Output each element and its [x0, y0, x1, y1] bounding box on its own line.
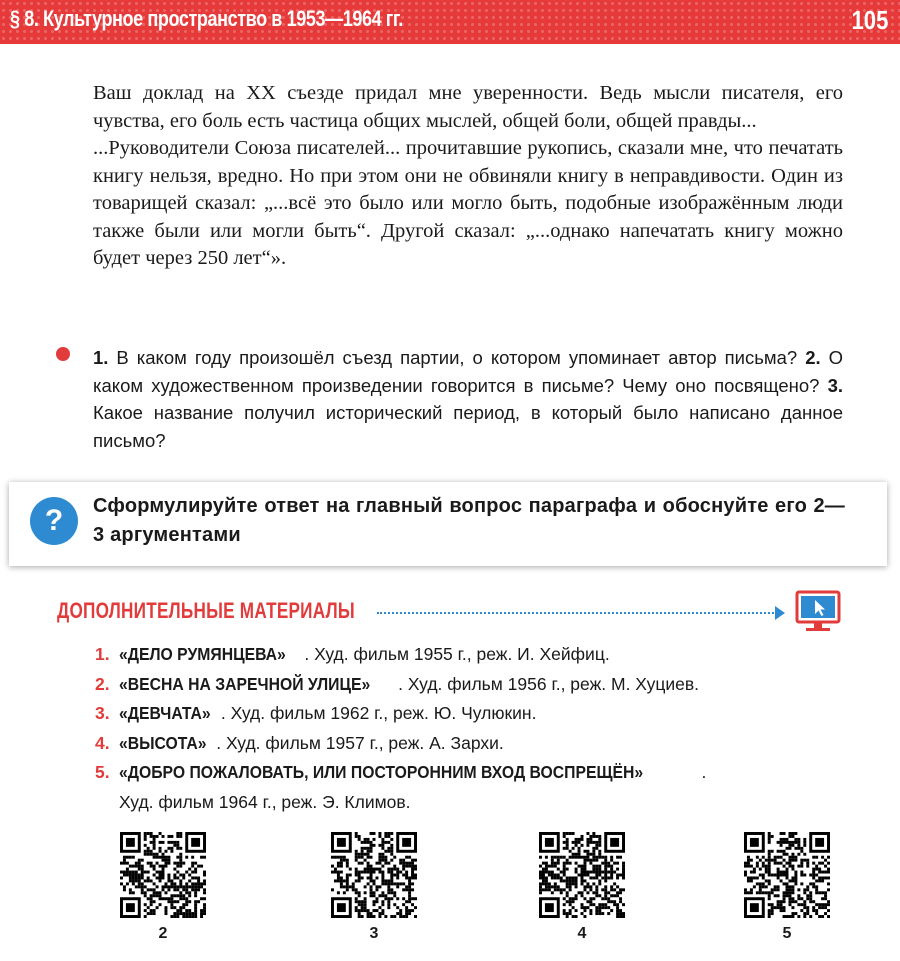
- film-details: . Худ. фильм 1962 г., реж. Ю. Чулюкин.: [220, 703, 537, 723]
- questions-block: [93, 344, 843, 454]
- film-details: .: [701, 762, 707, 782]
- additional-materials-list: [95, 640, 855, 817]
- qr-label: 2: [158, 925, 168, 942]
- film-title: «ДОБРО ПОЖАЛОВАТЬ, ИЛИ ПОСТОРОННИМ ВХОД ВОСПРЕЩЁН»: [119, 762, 644, 782]
- film-title: «ВЕСНА НА ЗАРЕЧНОЙ УЛИЦЕ»: [119, 673, 371, 694]
- qr-label: 5: [782, 925, 792, 942]
- list-item-number: 3.: [95, 703, 110, 723]
- section-title: § 8. Культурное пространство в 1953—1964 гг.: [10, 6, 403, 31]
- question-2: О каком художественном произведении говорится в письме? Чему оно посвящено?: [93, 347, 844, 396]
- film-details: . Худ. фильм 1955 г., реж. И. Хейфиц.: [304, 644, 610, 664]
- quote-paragraph-2: ...Руководители Союза писателей... прочитавшие рукопись, сказали мне, что печатать книгу нельзя, вредно. Но при этом они не обвиняли книгу в неправдивости. Один из товарищей сказал: „...всё это было или могло быть, подобные изображённым люди также были или могли быть“. Другой сказал: „...однако напечатать книгу можно будет через 250 лет“».: [93, 137, 843, 269]
- arrow-head-icon: [775, 606, 785, 620]
- letter-quote: [93, 80, 843, 273]
- list-item[interactable]: [95, 758, 855, 817]
- list-item[interactable]: [95, 699, 855, 729]
- questions-bullet-icon: [56, 347, 70, 361]
- film-details: . Худ. фильм 1956 г., реж. М. Хуциев.: [398, 673, 700, 694]
- film-details-line2: Худ. фильм 1964 г., реж. Э. Климов.: [119, 791, 411, 812]
- qr-code-2[interactable]: [120, 832, 206, 918]
- additional-materials-title: ДОПОЛНИТЕЛЬНЫЕ МАТЕРИАЛЫ: [57, 598, 355, 623]
- list-item[interactable]: [95, 670, 855, 700]
- list-item-number: 5.: [95, 762, 110, 782]
- qr-label: 3: [369, 925, 379, 942]
- list-item-number: 2.: [95, 673, 110, 694]
- film-title: «ДЕВЧАТА»: [119, 703, 211, 723]
- question-3: Какое название получил исторический период, в который было написано данное письмо?: [93, 402, 843, 451]
- main-question-text: Сформулируйте ответ на главный вопрос параграфа и обоснуйте его 2—3 аргументами: [93, 495, 845, 546]
- monitor-cursor-icon[interactable]: [795, 590, 841, 634]
- film-title: «ДЕЛО РУМЯНЦЕВА»: [119, 644, 286, 664]
- film-details: . Худ. фильм 1957 г., реж. А. Зархи.: [216, 732, 504, 753]
- question-number-2: 2.: [805, 347, 821, 368]
- dotted-arrow-line: [377, 612, 777, 614]
- list-item[interactable]: [95, 729, 855, 759]
- qr-code-4[interactable]: [539, 832, 625, 918]
- qr-code-3[interactable]: [331, 832, 417, 918]
- question-mark-icon: ?: [30, 497, 78, 545]
- qr-code-5[interactable]: [744, 832, 830, 918]
- list-item-number: 4.: [95, 732, 110, 753]
- list-item[interactable]: [95, 640, 855, 670]
- page-number: 105: [851, 5, 888, 35]
- qr-label: 4: [577, 925, 587, 942]
- question-number-1: 1.: [93, 347, 109, 368]
- question-number-3: 3.: [827, 374, 843, 396]
- page-header: [0, 0, 900, 44]
- list-item-number: 1.: [95, 644, 110, 664]
- question-1: В каком году произошёл съезд партии, о котором упоминает автор письма?: [108, 347, 806, 368]
- quote-paragraph-1: Ваш доклад на XX съезде придал мне уверенности. Ведь мысли писателя, его чувства, его боль есть частица общих мыслей, общей боли, общей правды...: [93, 82, 843, 132]
- film-title: «ВЫСОТА»: [119, 732, 207, 753]
